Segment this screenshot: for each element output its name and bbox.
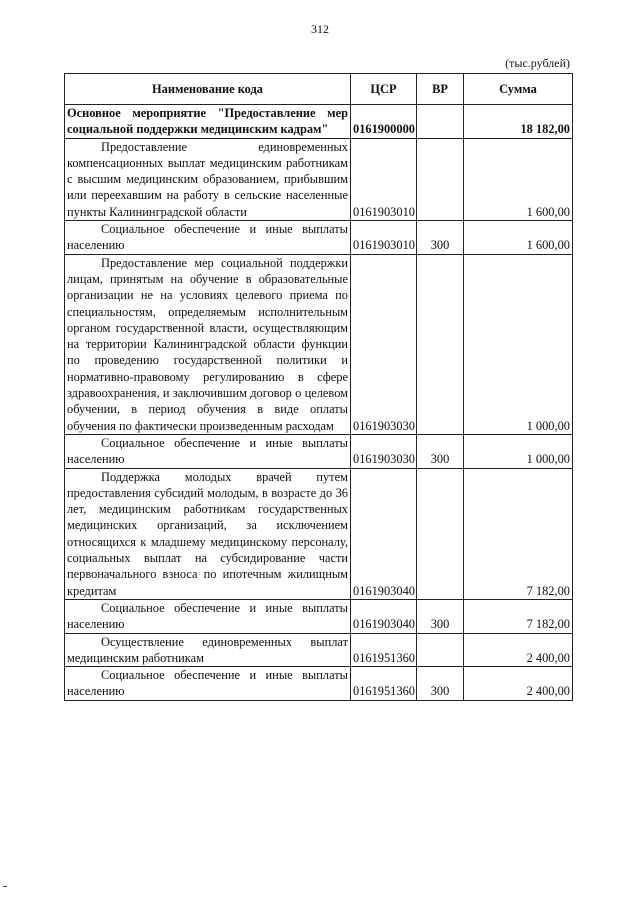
row-sum: 7 182,00 [464, 468, 573, 599]
row-sum: 18 182,00 [464, 105, 573, 139]
table-row [65, 633, 573, 667]
row-vr: 300 [417, 667, 464, 701]
row-name: Осуществление единовременных выплат медицинским работникам [65, 633, 351, 667]
table-row [65, 468, 573, 599]
row-sum: 1 600,00 [464, 138, 573, 220]
header-csr: ЦСР [351, 74, 417, 105]
row-sum: 1 600,00 [464, 221, 573, 255]
row-name: Предоставление единовременных компенсационных выплат медицинским работникам с высшим медицинским образованием, прибывшим или переехавшим на работу в сельские населенные пункты Калининградской области [65, 138, 351, 220]
row-csr: 0161900000 [351, 105, 417, 139]
table-row [65, 138, 573, 220]
row-csr: 0161903030 [351, 434, 417, 468]
header-row [65, 74, 573, 105]
row-csr: 0161903040 [351, 468, 417, 599]
row-vr: 300 [417, 221, 464, 255]
page-number: 312 [311, 22, 329, 36]
row-name: Социальное обеспечение и иные выплаты населению [65, 221, 351, 255]
row-sum: 2 400,00 [464, 633, 573, 667]
table-row [65, 105, 573, 139]
header-name: Наименование кода [65, 74, 351, 105]
margin-mark [3, 886, 7, 887]
table-body [65, 105, 573, 701]
table-row [65, 667, 573, 701]
row-csr: 0161951360 [351, 633, 417, 667]
row-vr [417, 468, 464, 599]
table-row [65, 254, 573, 434]
row-name: Поддержка молодых врачей путем предоставления субсидий молодым, в возрасте до 36 лет, медицинским работникам государственных медицинских организаций, за исключением относящихся к младшему медицинскому персоналу, социальных выплат на субсидирование части первоначального взноса по ипотечным жилищным кредитам [65, 468, 351, 599]
table-row [65, 221, 573, 255]
row-csr: 0161903010 [351, 138, 417, 220]
table-header [65, 74, 573, 105]
header-vr: ВР [417, 74, 464, 105]
row-name: Социальное обеспечение и иные выплаты населению [65, 599, 351, 633]
row-name: Основное мероприятие "Предоставление мер социальной поддержки медицинским кадрам" [65, 105, 351, 139]
row-sum: 7 182,00 [464, 599, 573, 633]
units-label: (тыс.рублей) [505, 56, 570, 70]
row-csr: 0161951360 [351, 667, 417, 701]
row-vr: 300 [417, 434, 464, 468]
row-vr [417, 105, 464, 139]
row-name: Социальное обеспечение и иные выплаты населению [65, 434, 351, 468]
row-csr: 0161903010 [351, 221, 417, 255]
row-name: Социальное обеспечение и иные выплаты населению [65, 667, 351, 701]
row-vr [417, 633, 464, 667]
row-csr: 0161903030 [351, 254, 417, 434]
header-sum: Сумма [464, 74, 573, 105]
row-name: Предоставление мер социальной поддержки лицам, принятым на обучение в образовательные организации не на условиях целевого приема по специальностям, определяемым исполнительным органом государственной власти, осуществляющим на территории Калининградской области функции по проведению государственной политики и нормативно-правовому регулированию в сфере здравоохранения, и заключившим договор о целевом обучении, в период обучения в виде оплаты обучения по фактически произведенным расходам [65, 254, 351, 434]
row-vr: 300 [417, 599, 464, 633]
row-sum: 1 000,00 [464, 434, 573, 468]
row-sum: 2 400,00 [464, 667, 573, 701]
row-sum: 1 000,00 [464, 254, 573, 434]
row-vr [417, 254, 464, 434]
table-row [65, 599, 573, 633]
budget-table [64, 73, 573, 701]
row-vr [417, 138, 464, 220]
row-csr: 0161903040 [351, 599, 417, 633]
table-row [65, 434, 573, 468]
